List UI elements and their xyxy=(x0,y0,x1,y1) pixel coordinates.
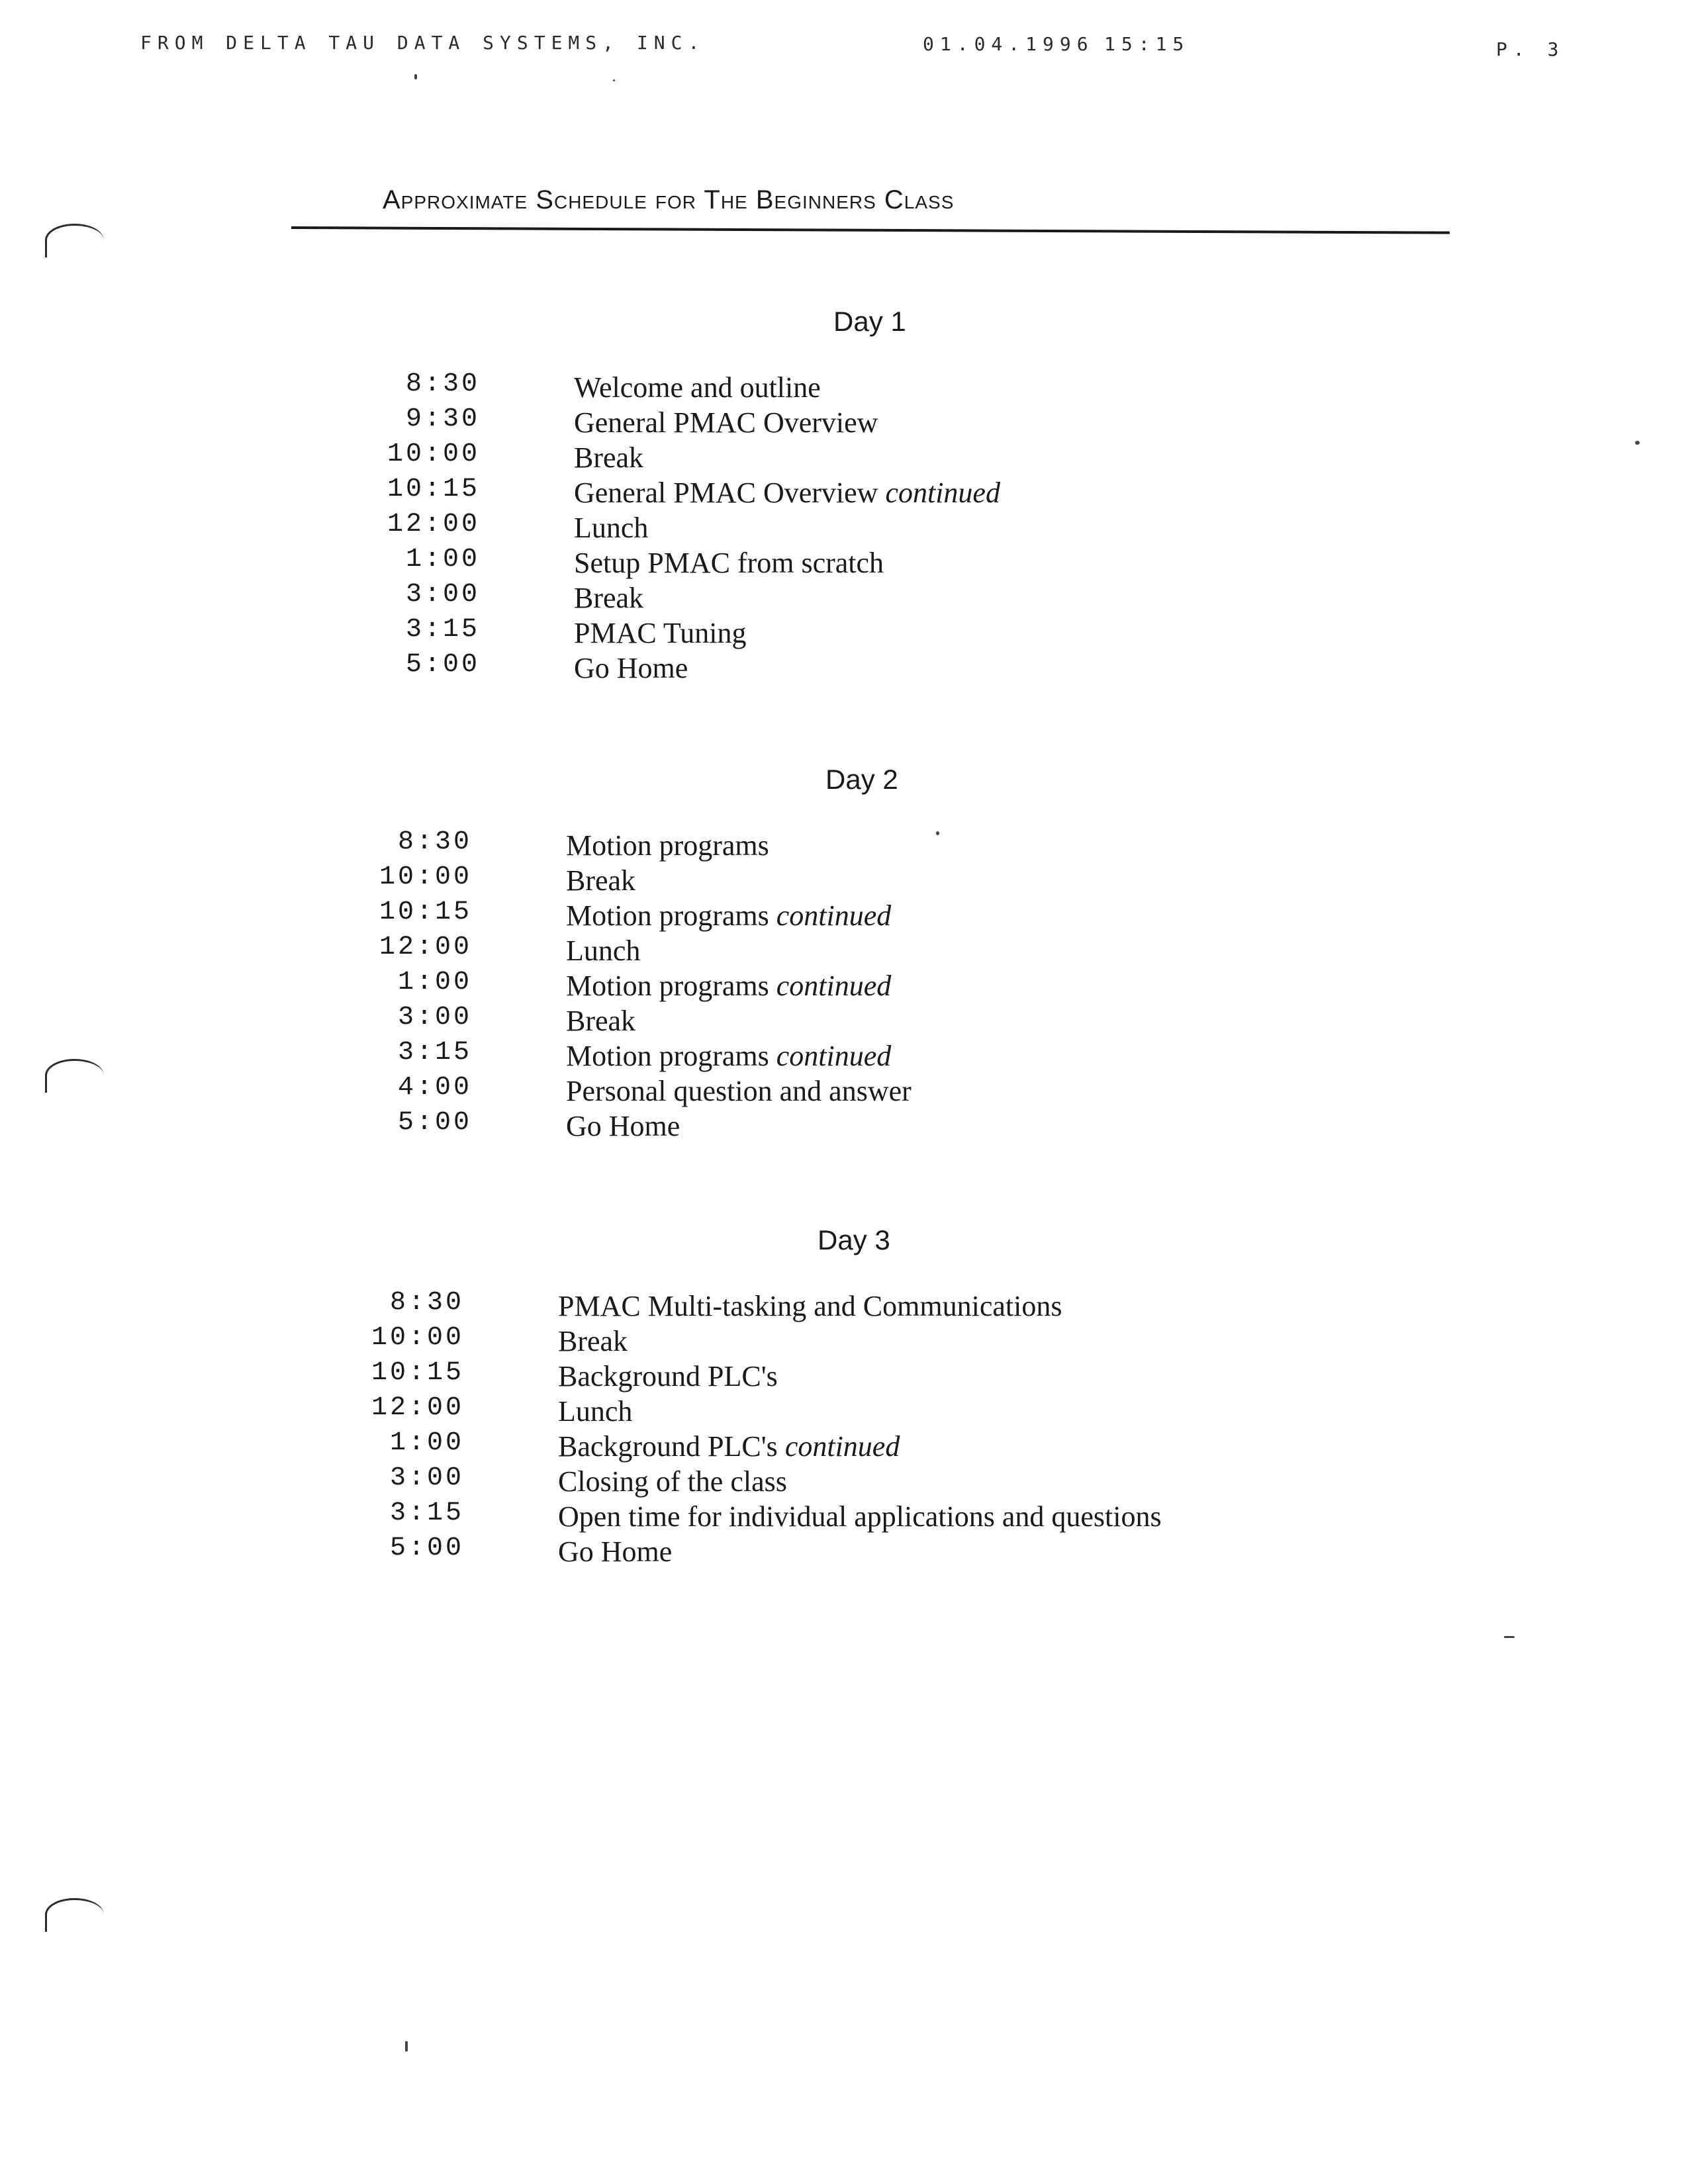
schedule-time: 3:00 xyxy=(405,580,480,610)
schedule-row xyxy=(365,1288,1291,1323)
schedule-row xyxy=(381,545,1307,580)
schedule-time: 8:30 xyxy=(397,827,472,857)
activity-label: Motion programs xyxy=(566,899,769,932)
activity-label: Background PLC's xyxy=(558,1430,778,1463)
schedule-activity xyxy=(566,1004,635,1038)
activity-label: Lunch xyxy=(558,1395,633,1428)
schedule-row xyxy=(373,862,1299,897)
schedule-time: 9:30 xyxy=(405,404,480,434)
scan-speck xyxy=(613,79,615,81)
schedule-time: 5:00 xyxy=(397,1108,472,1138)
schedule-row xyxy=(365,1463,1291,1498)
schedule-row xyxy=(381,650,1307,685)
schedule-activity xyxy=(566,899,891,933)
schedule-time: 5:00 xyxy=(405,650,480,680)
schedule-time: 10:15 xyxy=(371,1358,464,1388)
schedule-activity xyxy=(566,969,891,1003)
activity-label: Go Home xyxy=(566,1110,680,1142)
schedule-activity xyxy=(566,829,769,862)
schedule-row xyxy=(365,1323,1291,1358)
activity-label: Break xyxy=(574,582,644,614)
schedule-activity xyxy=(558,1289,1062,1323)
schedule-row xyxy=(381,510,1307,545)
activity-label: Motion programs xyxy=(566,970,769,1002)
day-heading: Day 2 xyxy=(825,764,898,795)
schedule-activity xyxy=(574,546,884,580)
schedule-activity xyxy=(558,1430,900,1463)
schedule-time: 12:00 xyxy=(371,1393,464,1423)
punch-hole-bottom xyxy=(45,1898,104,1932)
schedule-row xyxy=(373,1003,1299,1038)
activity-label: General PMAC Overview xyxy=(574,477,878,509)
fax-page-number: P. 3 xyxy=(1496,38,1565,60)
schedule-activity xyxy=(566,1074,912,1108)
activity-label: Open time for individual applications and questions xyxy=(558,1500,1162,1533)
schedule-time: 1:00 xyxy=(397,968,472,997)
schedule-time: 10:00 xyxy=(371,1323,464,1353)
schedule-activity xyxy=(566,1109,680,1143)
schedule-row xyxy=(373,827,1299,862)
fax-header xyxy=(0,32,1688,58)
schedule-activity xyxy=(574,581,643,615)
activity-note: continued xyxy=(776,970,892,1002)
schedule-row xyxy=(365,1428,1291,1463)
activity-label: PMAC Tuning xyxy=(574,617,747,649)
schedule-time: 5:00 xyxy=(389,1533,464,1563)
schedule-row xyxy=(381,369,1307,404)
schedule-activity xyxy=(566,864,635,897)
fax-date: 01.04.1996 xyxy=(923,33,1094,55)
activity-label: Motion programs xyxy=(566,829,769,862)
schedule-activity xyxy=(574,406,878,439)
schedule-time: 12:00 xyxy=(387,510,480,539)
scan-speck xyxy=(414,74,417,79)
schedule-row xyxy=(381,580,1307,615)
schedule-activity xyxy=(558,1359,778,1393)
schedule-time: 8:30 xyxy=(405,369,480,399)
title-rule xyxy=(291,226,1450,234)
schedule-activity xyxy=(558,1535,672,1569)
schedule-row xyxy=(365,1498,1291,1533)
scan-speck xyxy=(1635,441,1640,445)
activity-note: continued xyxy=(784,1430,900,1463)
schedule-activity xyxy=(558,1394,632,1428)
schedule-row xyxy=(373,968,1299,1003)
punch-hole-middle xyxy=(45,1059,104,1093)
schedule-row xyxy=(381,404,1307,439)
activity-label: Lunch xyxy=(566,934,641,967)
scan-speck xyxy=(405,2041,408,2052)
schedule-time: 3:15 xyxy=(405,615,480,645)
schedule-row xyxy=(373,1073,1299,1108)
schedule-time: 4:00 xyxy=(397,1073,472,1103)
schedule-time: 8:30 xyxy=(389,1288,464,1318)
activity-label: Break xyxy=(566,1005,636,1037)
schedule-time: 10:00 xyxy=(387,439,480,469)
schedule-row xyxy=(365,1393,1291,1428)
schedule-row xyxy=(381,615,1307,650)
fax-sender: FROM DELTA TAU DATA SYSTEMS, INC. xyxy=(140,32,706,54)
activity-label: Setup PMAC from scratch xyxy=(574,547,884,579)
schedule-activity xyxy=(574,651,688,685)
activity-label: Lunch xyxy=(574,512,649,544)
schedule-activity xyxy=(558,1324,628,1358)
schedule-time: 1:00 xyxy=(389,1428,464,1458)
schedule-activity xyxy=(558,1465,787,1498)
schedule-activity xyxy=(558,1500,1162,1533)
schedule-time: 10:15 xyxy=(379,897,472,927)
activity-label: Break xyxy=(574,441,644,474)
schedule-activity xyxy=(574,511,648,545)
activity-label: PMAC Multi-tasking and Communications xyxy=(558,1290,1062,1322)
punch-hole-top xyxy=(45,224,104,257)
activity-label: Background PLC's xyxy=(558,1360,778,1392)
schedule-row xyxy=(373,1108,1299,1143)
document-title: Approximate Schedule for The Beginners Class xyxy=(383,185,955,214)
activity-label: Go Home xyxy=(558,1535,673,1568)
schedule-row xyxy=(373,933,1299,968)
schedule-time: 3:00 xyxy=(397,1003,472,1032)
scan-speck xyxy=(1504,1636,1515,1638)
activity-label: Personal question and answer xyxy=(566,1075,912,1107)
activity-label: General PMAC Overview xyxy=(574,406,878,439)
schedule-activity xyxy=(574,476,1000,510)
activity-label: Welcome and outline xyxy=(574,371,821,404)
schedule-row xyxy=(373,1038,1299,1073)
activity-label: Motion programs xyxy=(566,1040,769,1072)
schedule-activity xyxy=(566,934,640,968)
schedule-row xyxy=(365,1533,1291,1569)
activity-label: Break xyxy=(558,1325,628,1357)
activity-label: Break xyxy=(566,864,636,897)
activity-label: Go Home xyxy=(574,652,688,684)
schedule-time: 10:00 xyxy=(379,862,472,892)
schedule-time: 10:15 xyxy=(387,475,480,504)
schedule-activity xyxy=(566,1039,891,1073)
activity-label: Closing of the class xyxy=(558,1465,787,1498)
schedule-time: 3:15 xyxy=(397,1038,472,1068)
schedule-activity xyxy=(574,441,643,475)
day-heading: Day 1 xyxy=(833,306,906,337)
schedule-row xyxy=(365,1358,1291,1393)
day-heading: Day 3 xyxy=(818,1224,890,1255)
schedule-time: 3:00 xyxy=(389,1463,464,1493)
schedule-time: 1:00 xyxy=(405,545,480,574)
schedule-time: 12:00 xyxy=(379,933,472,962)
schedule-row xyxy=(373,897,1299,933)
fax-time: 15:15 xyxy=(1104,33,1190,55)
schedule-activity xyxy=(574,616,746,650)
activity-note: continued xyxy=(885,477,1000,509)
schedule-row xyxy=(381,475,1307,510)
activity-note: continued xyxy=(776,1040,892,1072)
schedule-row xyxy=(381,439,1307,475)
activity-note: continued xyxy=(776,899,892,932)
schedule-activity xyxy=(574,371,821,404)
schedule-time: 3:15 xyxy=(389,1498,464,1528)
